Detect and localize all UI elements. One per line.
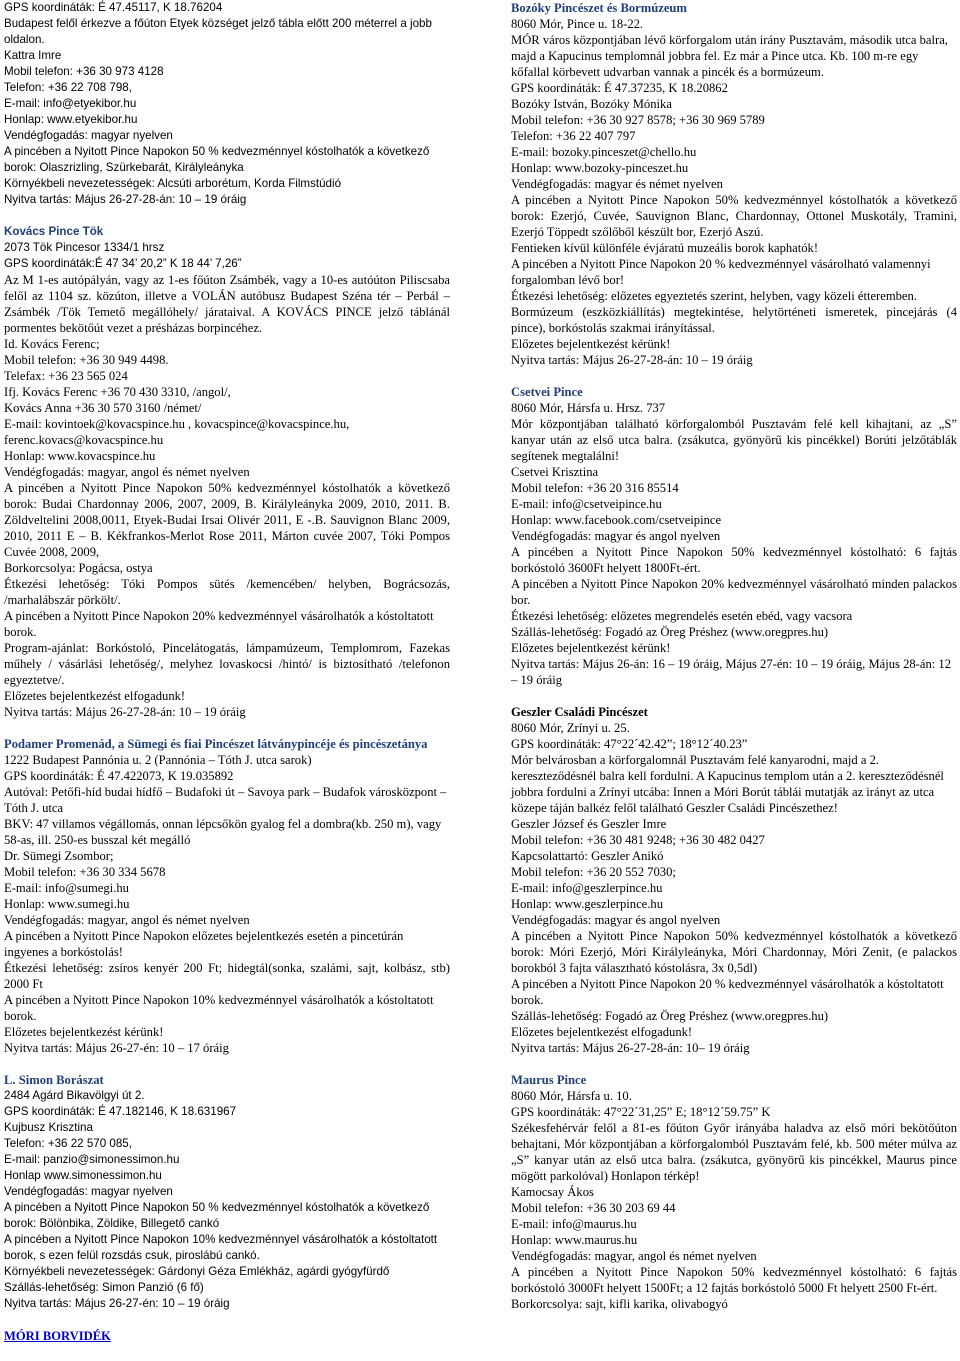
text-line: Honlap: www.bozoky-pinceszet.hu [511, 161, 689, 175]
text-line: Környékbeli nevezetességek: Gárdonyi Géza Emlékház, agárdi gyógyfürdő [4, 1265, 390, 1278]
text-line: Id. Kovács Ferenc; [4, 337, 100, 351]
text-line: Szállás-lehetőség: Fogadó az Öreg Préshez (www.oregpres.hu) [511, 1009, 829, 1023]
text-line: Dr. Sümegi Zsombor; [4, 849, 114, 863]
text-line: Kattra Imre [4, 49, 62, 62]
text-line: Vendégfogadás: magyar, angol és német nyelven [4, 913, 250, 927]
text-line: Nyitva tartás: Május 26-27-28-án: 10 – 19 óráig [4, 193, 247, 206]
text-line: A pincében a Nyitott Pince Napokon 10% kedvezménnyel vásárolhatók a kóstoltatott borok. [4, 993, 434, 1023]
section-heading: Kovács Pince Tök [4, 225, 104, 238]
text-line: Mobil telefon: +36 20 316 85514 [511, 481, 679, 495]
text-line: Nyitva tartás: Május 26-27-én: 10 – 17 óráig [4, 1041, 229, 1055]
text-line: GPS koordináták: É 47.45117, K 18.76204 [4, 1, 223, 14]
text-line: E-mail: panzio@simonessimon.hu [4, 1153, 180, 1166]
section-heading: Geszler Családi Pincészet [511, 705, 648, 719]
text-line: Mór központjában található körforgalomból Pusztavám felé kell kihajtani, az „S” kanyar után az első utca balra. (zsákutca, gyönyörű kis pincékkel) Borúti jelzőtáblák segítenek megtalálni! [511, 417, 957, 463]
section-heading: Maurus Pince [511, 1073, 587, 1087]
text-line: Nyitva tartás: Május 26-27-28-án: 10– 19 óráig [511, 1041, 750, 1055]
text-line: A pincében a Nyitott Pince Napokon 50 % kedvezménnyel kóstolhatók a következő borok: Olaszrizling, Szürkebarát, Királyleányka [4, 145, 430, 174]
text-line: Vendégfogadás: magyar és német nyelven [511, 177, 723, 191]
section-heading: Csetvei Pince [511, 385, 583, 399]
text-line: Kamocsay Ákos [511, 1185, 594, 1199]
text-line: BKV: 47 villamos végállomás, onnan lépcsőkön gyalog fel a dombra(kb. 250 m), vagy 58-as, ill. 250-es busszal két megálló [4, 817, 442, 847]
text-line: 8060 Mór, Hársfa u. 10. [511, 1089, 632, 1103]
text-line: Mobil telefon: +36 20 552 7030; [511, 865, 676, 879]
text-line: Előzetes bejelentkezést elfogadunk! [511, 1025, 693, 1039]
text-line: Kovács Anna +36 30 570 3160 /német/ [4, 401, 202, 415]
text-line: A pincében a Nyitott Pince Napokon 50 % kedvezménnyel kóstolhatók a következő borok: Bölönbika, Zöldike, Billegető cankó [4, 1201, 430, 1230]
text-line: Nyitva tartás: Május 26-27-28-án: 10 – 19 óráig [4, 705, 246, 719]
text-line: Nyitva tartás: Május 26-27-28-án: 10 – 19 óráig [511, 353, 753, 367]
text-line: A pincében a Nyitott Pince Napokon előzetes bejelentkezés esetén a pincetúrán ingyenes a borkóstolás! [4, 929, 404, 959]
text-line: Mobil telefon: +36 30 203 69 44 [511, 1201, 676, 1215]
text-line: GPS koordináták: 47°22´31,25” E; 18°12´59.75” K [511, 1105, 771, 1119]
text-line: 8060 Mór, Pince u. 18-22. [511, 17, 644, 31]
text-line: 8060 Mór, Zrínyi u. 25. [511, 721, 630, 735]
text-line: Vendégfogadás: magyar, angol és német nyelven [4, 465, 250, 479]
text-line: Szállás-lehetőség: Fogadó az Öreg Préshez (www.oregpres.hu) [511, 625, 829, 639]
text-line: GPS koordináták: É 47.37235, K 18.20862 [511, 81, 728, 95]
text-line: Kujbusz Krisztina [4, 1121, 93, 1134]
right-column [511, 0, 957, 1312]
text-line: Autóval: Petőfi-híd budai hídfő – Budafoki út – Savoya park – Budafok városközpont – Tóth J. utca [4, 785, 447, 815]
text-line: Az M 1-es autópályán, vagy az 1-es főúton Zsámbék, vagy a 10-es autóúton Piliscsaba felől az 1104 sz. közúton, illetve a VOLÁN autóbusz Budapest Széna tér – Perbál – Zsámbék /Tök Temető megállóhely/ járataival. A KOVÁCS PINCE jelző táblánál pormentes bekötőút vezet a présházas borpincéhez. [4, 273, 450, 335]
text-line: Nyitva tartás: Május 26-27-én: 10 – 19 óráig [4, 1297, 230, 1310]
text-line: Telefon: +36 22 708 798, [4, 81, 132, 94]
text-line: 1222 Budapest Pannónia u. 2 (Pannónia – Tóth J. utca sarok) [4, 753, 312, 767]
text-line: Vendégfogadás: magyar nyelven [4, 1185, 173, 1198]
text-line: Mobil telefon: +36 30 334 5678 [4, 865, 166, 879]
text-line: E-mail: info@geszlerpince.hu [511, 881, 663, 895]
text-line: Honlap: www.facebook.com/csetveipince [511, 513, 722, 527]
text-line: Csetvei Krisztina [511, 465, 599, 479]
text-line: E-mail: info@csetveipince.hu [511, 497, 662, 511]
text-line: Vendégfogadás: magyar nyelven [4, 129, 173, 142]
text-line: A pincében a Nyitott Pince Napokon 20 % kedvezménnyel vásárolhatók a kóstoltatott borok. [511, 977, 944, 1007]
text-line: Honlap: www.sumegi.hu [4, 897, 130, 911]
text-line: Telefon: +36 22 407 797 [511, 129, 636, 143]
text-line: Vendégfogadás: magyar és angol nyelven [511, 913, 721, 927]
text-line: Mobil telefon: +36 30 927 8578; +36 30 969 5789 [511, 113, 765, 127]
text-line: Honlap: www.etyekibor.hu [4, 113, 138, 126]
text-line: Fentieken kívül különféle évjáratú muzeális borok kaphatók! [511, 241, 819, 255]
text-line: E-mail: info@maurus.hu [511, 1217, 637, 1231]
left-column [4, 0, 450, 1344]
text-line: GPS koordináták:É 47 34’ 20,2” K 18 44’ 7,26” [4, 257, 242, 270]
text-line: Előzetes bejelentkezést kérünk! [4, 1025, 164, 1039]
text-line: Geszler József és Geszler Imre [511, 817, 667, 831]
text-line: A pincében a Nyitott Pince Napokon 50% kedvezménnyel kóstolhatók a következő borok: Budai Chardonnay 2006, 2007, 2009, B. Királyleányka 2009, 2010, 2011. B. Zöldveltelini 2008,0011, Etyek-Budai Irsai Olivér 2011, E -.B. Sauvignon Blanc 2009, 2010, 2011 E – B. Kékfrankos-Merlot Rose 2011, Márton cuvée 2007, Tóki Pompos Cuvée 2008, 2009, [4, 481, 450, 559]
text-line: Kapcsolattartó: Geszler Anikó [511, 849, 664, 863]
text-line: Ifj. Kovács Ferenc +36 70 430 3310, /angol/, [4, 385, 231, 399]
text-line: A pincében a Nyitott Pince Napokon 50% kedvezménnyel kóstolhatók a következő borok: Móri Ezerjó, Móri Királyleányka, Móri Chardonnay, Móri Zenit, (e palackos borokból 3 fajta választható kóstolásra, 3x 0,5dl) [511, 929, 957, 975]
text-line: Mobil telefon: +36 30 973 4128 [4, 65, 164, 78]
text-line: Vendégfogadás: magyar és angol nyelven [511, 529, 721, 543]
text-line: E-mail: bozoky.pinceszet@chello.hu [511, 145, 697, 159]
text-line: 8060 Mór, Hársfa u. Hrsz. 737 [511, 401, 666, 415]
text-line: 2073 Tök Pincesor 1334/1 hrsz [4, 241, 165, 254]
text-line: Honlap: www.maurus.hu [511, 1233, 638, 1247]
text-line: GPS koordináták: É 47.182146, K 18.631967 [4, 1105, 237, 1118]
section-heading[interactable]: MÓRI BORVIDÉK [4, 1329, 111, 1343]
text-line: Honlap: www.geszlerpince.hu [511, 897, 664, 911]
text-line: Nyitva tartás: Május 26-án: 16 – 19 óráig, Május 27-én: 10 – 19 óráig, Május 28-án: 12 – 19 óráig [511, 657, 952, 687]
text-line: Honlap www.simonessimon.hu [4, 1169, 162, 1182]
text-line: Étkezési lehetőség: Tóki Pompos sütés /kemencében/ helyben, Bográcsozás, /marhalábszár pörkölt/. [4, 577, 450, 607]
text-line: Program-ajánlat: Borkóstoló, Pincelátogatás, lámpamúzeum, Templomrom, Fazekas műhely / vásárlási lehetőség/, melyhez lovaskocsi /hintó/ is biztosítható /telefonon egyeztetve/. [4, 641, 450, 687]
text-line: Előzetes bejelentkezést kérünk! [511, 337, 671, 351]
text-line: E-mail: kovintoek@kovacspince.hu , kovacspince@kovacspince.hu, ferenc.kovacs@kovacspince.hu [4, 417, 350, 447]
text-line: Székesfehérvár felől a 81-es főúton Győr irányába haladva az első móri bekötőúton behajtani, Mór központjában a körforgalomból Pusztavám felé, kb. 500 méter múlva az „S” kanyar után az első utca balra. (zsákutca, gyönyörű kis pincékkel, Maurus pince mögött parkolóval) Honlapon térkép! [511, 1121, 957, 1183]
text-line: MÓR város központjában lévő körforgalom után irány Pusztavám, második utca balra, majd a Kapucinus templomnál jobbra fel. Ez már a Pince utca. Kb. 100 m-re egy kőfallal körbevett udvarban vannak a pincék és a bormúzeum. [511, 33, 948, 79]
text-line: Étkezési lehetőség: zsíros kenyér 200 Ft; hidegtál(sonka, szalámi, sajt, kolbász, stb) 2000 Ft [4, 961, 450, 991]
text-line: Bozóky István, Bozóky Mónika [511, 97, 672, 111]
text-line: A pincében a Nyitott Pince Napokon 20% kedvezménnyel vásárolhatók a kóstoltatott borok. [4, 609, 434, 639]
text-line: A pincében a Nyitott Pince Napokon 50% kedvezménnyel kóstolhatók a következő borok: Ezerjó, Cuvée, Sauvignon Blanc, Chardonnay, Ottonel Muskotály, Tramini, Ezerjó Töppedt szőlőből készült bor, Ezerjó Aszú. [511, 193, 957, 239]
text-line: Előzetes bejelentkezést kérünk! [511, 641, 671, 655]
text-line: Borkorcsolya: Pogácsa, ostya [4, 561, 153, 575]
text-line: Előzetes bejelentkezést elfogadunk! [4, 689, 186, 703]
text-line: E-mail: info@sumegi.hu [4, 881, 129, 895]
text-line: Étkezési lehetőség: előzetes egyeztetés szerint, helyben, vagy közeli étteremben. [511, 289, 917, 303]
text-line: Vendégfogadás: magyar, angol és német nyelven [511, 1249, 757, 1263]
text-line: Környékbeli nevezetességek: Alcsúti arborétum, Korda Filmstúdió [4, 177, 342, 190]
text-line: Budapest felől érkezve a főúton Etyek községet jelző tábla előtt 200 méterrel a jobb oldalon. [4, 17, 432, 46]
text-line: Honlap: www.kovacspince.hu [4, 449, 156, 463]
text-line: Telefax: +36 23 565 024 [4, 369, 128, 383]
text-line: GPS koordináták: É 47.422073, K 19.035892 [4, 769, 234, 783]
text-line: Mobil telefon: +36 30 949 4498. [4, 353, 169, 367]
text-line: Mobil telefon: +36 30 481 9248; +36 30 482 0427 [511, 833, 765, 847]
text-line: Telefon: +36 22 570 085, [4, 1137, 132, 1150]
section-heading: Podamer Promenád, a Sümegi és fiai Pincészet látványpincéje és pincészetánya [4, 737, 428, 751]
text-line: Mór belvárosban a körforgalomnál Pusztavám felé kanyarodni, majd a 2. kereszteződésnél balra kell fordulni. A Kapucinus templom után a 2. kereszteződésnél jobbra fordulni a Zrínyi utcába: Innen a Móri Borút táblái mutatják az irányt az utca közepe táján balkéz felől található Geszler Családi Pincészethez! [511, 753, 944, 815]
text-line: GPS koordináták: 47°22´42.42”; 18°12´40.23” [511, 737, 748, 751]
text-line: Étkezési lehetőség: előzetes megrendelés esetén ebéd, vagy vacsora [511, 609, 853, 623]
text-line: E-mail: info@etyekibor.hu [4, 97, 137, 110]
text-line: Bormúzeum (eszközkiállítás) megtekintése, helytörténeti ismeretek, pincejárás (4 pince), borkóstolás szakmai irányítással. [511, 305, 957, 335]
text-line: 2484 Agárd Bikavölgyi út 2. [4, 1089, 145, 1102]
text-line: A pincében a Nyitott Pince Napokon 20% kedvezménnyel vásárolható minden palackos bor. [511, 577, 957, 607]
section-heading: L. Simon Borászat [4, 1073, 104, 1087]
section-heading: Bozóky Pincészet és Bormúzeum [511, 1, 687, 15]
text-line: A pincében a Nyitott Pince Napokon 50% kedvezménnyel kóstolható: 6 fajtás borkóstoló 3000Ft helyett 1500Ft; a 12 fajtás borkóstoló 5000 Ft helyett 2500 Ft-ért. [511, 1265, 957, 1295]
text-line: A pincében a Nyitott Pince Napokon 10% kedvezménnyel vásárolhatók a kóstoltatott borok, s ezen felül rozsdás csuk, piroslábú cankó. [4, 1233, 438, 1262]
text-line: A pincében a Nyitott Pince Napokon 20 % kedvezménnyel vásárolható valamennyi forgalomban lévő bor! [511, 257, 931, 287]
text-line: Borkorcsolya: sajt, kifli karika, olivabogyó [511, 1297, 728, 1311]
text-line: A pincében a Nyitott Pince Napokon 50% kedvezménnyel kóstolható: 6 fajtás borkóstoló 3600Ft helyett 1800Ft-ért. [511, 545, 957, 575]
text-line: Szállás-lehetőség: Simon Panzió (6 fő) [4, 1281, 204, 1294]
